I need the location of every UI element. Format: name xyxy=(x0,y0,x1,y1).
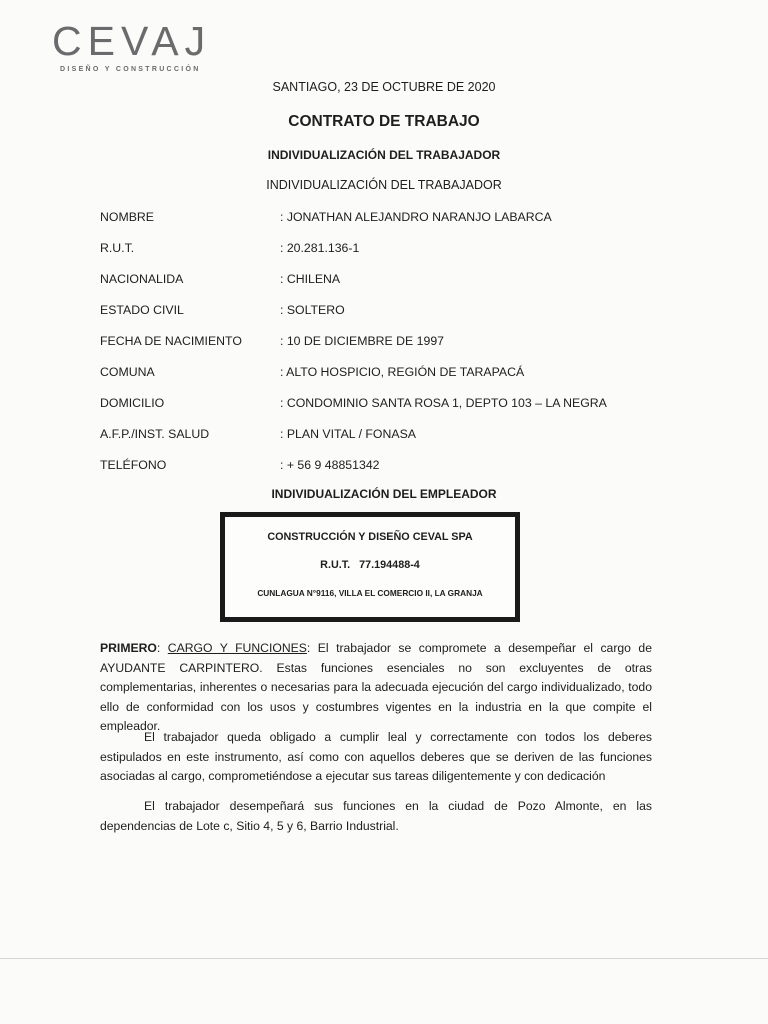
field-value: : CHILENA xyxy=(280,272,341,286)
field-label: DOMICILIO xyxy=(100,396,165,410)
logo-wordmark: CEVAJ xyxy=(52,18,212,64)
employer-box xyxy=(220,512,520,622)
employer-rut: R.U.T. 77.194488-4 xyxy=(320,559,420,571)
field-label: A.F.P./INST. SALUD xyxy=(100,427,210,441)
field-value: : SOLTERO xyxy=(280,303,345,317)
field-label: NOMBRE xyxy=(100,210,154,224)
field-value: : 10 DE DICIEMBRE DE 1997 xyxy=(280,334,445,348)
field-label: R.U.T. xyxy=(100,241,135,255)
scan-fold-line xyxy=(0,958,768,959)
clause-number: PRIMERO xyxy=(100,641,157,655)
document-title: CONTRATO DE TRABAJO xyxy=(288,113,480,130)
field-label: TELÉFONO xyxy=(100,458,167,472)
employer-name: CONSTRUCCIÓN Y DISEÑO CEVAL SPA xyxy=(267,531,473,543)
field-label: NACIONALIDA xyxy=(100,272,184,286)
logo-tagline: DISEÑO Y CONSTRUCCIÓN xyxy=(60,66,201,73)
field-value: : ALTO HOSPICIO, REGIÓN DE TARAPACÁ xyxy=(280,365,525,379)
clause-first xyxy=(100,639,652,737)
field-value: : CONDOMINIO SANTA ROSA 1, DEPTO 103 – LA NEGRA xyxy=(280,396,607,410)
company-logo xyxy=(52,18,211,73)
field-value: : + 56 9 48851342 xyxy=(280,458,380,472)
employer-address: CUNLAGUA N°9116, VILLA EL COMERCIO II, LA GRANJA xyxy=(257,588,483,598)
field-value: : 20.281.136-1 xyxy=(280,241,360,255)
worker-section-subheading: INDIVIDUALIZACIÓN DEL TRABAJADOR xyxy=(266,178,502,192)
clause-obligations: El trabajador queda obligado a cumplir leal y correctamente con todos los deberes estipulados en este instrumento, así como con aquellos deberes que se deriven de las funciones asociadas al cargo, comprometiéndose a ejecutar sus tareas diligentemente y con dedicación xyxy=(100,730,652,784)
field-label: FECHA DE NACIMIENTO xyxy=(100,334,242,348)
field-label: ESTADO CIVIL xyxy=(100,303,184,317)
field-label: COMUNA xyxy=(100,365,155,379)
worker-section-heading: INDIVIDUALIZACIÓN DEL TRABAJADOR xyxy=(267,148,501,162)
clause-separator: : xyxy=(156,641,168,655)
field-value: : PLAN VITAL / FONASA xyxy=(280,427,416,441)
date-line: SANTIAGO, 23 DE OCTUBRE DE 2020 xyxy=(272,80,496,94)
clause-workplace: El trabajador desempeñará sus funciones en la ciudad de Pozo Almonte, en las dependencias de Lote c, Sitio 4, 5 y 6, Barrio Industrial. xyxy=(100,799,652,833)
employer-section-heading: INDIVIDUALIZACIÓN DEL EMPLEADOR xyxy=(271,487,497,501)
field-value: : JONATHAN ALEJANDRO NARANJO LABARCA xyxy=(280,210,552,224)
clause-body: : El trabajador se compromete a desempeñar el cargo de AYUDANTE CARPINTERO. Estas funciones esenciales no son excluyentes de otras complementarias, inherentes o necesarias para la adecuada ejecución del cargo individualizado, todo ello de conformidad con los usos y costumbres vigentes en la industria en la que compite el empleador. xyxy=(100,641,652,734)
clause-subject: CARGO Y FUNCIONES xyxy=(167,641,307,655)
